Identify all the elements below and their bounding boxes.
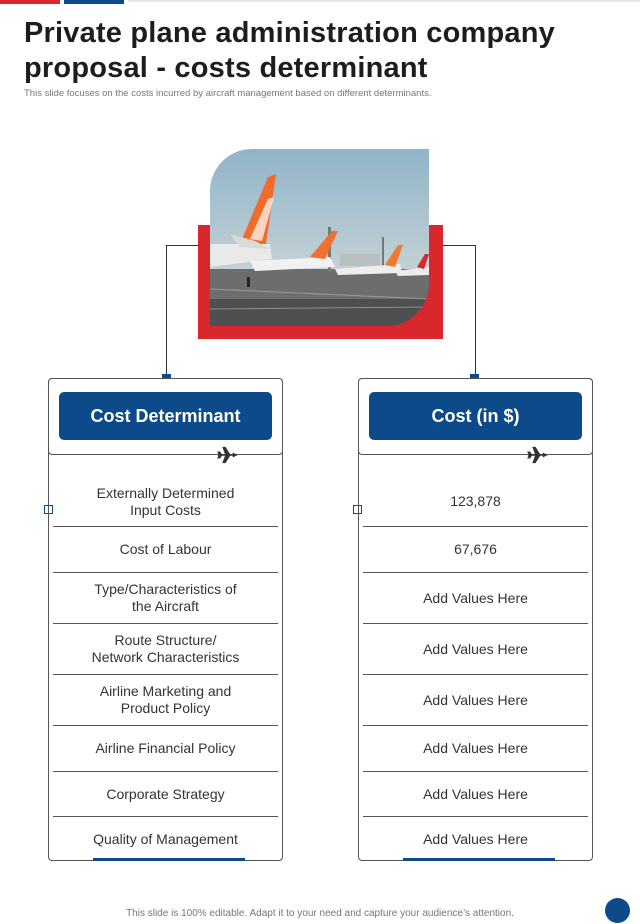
cost-value-row: 67,676 (363, 527, 588, 573)
cost-value-row: Add Values Here (363, 573, 588, 624)
determinant-row: Airline Marketing and Product Policy (53, 675, 278, 726)
cost-determinant-heading: Cost Determinant (59, 392, 272, 440)
corner-dot (605, 898, 630, 923)
panel-header-frame (358, 378, 593, 455)
top-accent-blue (64, 0, 124, 4)
determinant-row: Externally Determined Input Costs (53, 477, 278, 527)
cost-value-row: Add Values Here (363, 772, 588, 817)
footer-note: This slide is 100% editable. Adapt it to your need and capture your audience’s attention. (126, 908, 514, 919)
connector-left-down (166, 245, 167, 377)
determinant-row: Route Structure/ Network Characteristics (53, 624, 278, 675)
connector-left-top (166, 245, 199, 246)
panel-foot-accent (403, 858, 555, 861)
cost-value-row: Add Values Here (363, 675, 588, 726)
determinant-row: Airline Financial Policy (53, 726, 278, 772)
determinant-row: Cost of Labour (53, 527, 278, 573)
airplane-icon (526, 444, 548, 466)
page-subtitle: This slide focuses on the costs incurred by aircraft management based on different determinants. (24, 88, 432, 99)
cost-heading: Cost (in $) (369, 392, 582, 440)
cost-determinant-list (53, 477, 278, 862)
top-accent-red (0, 0, 60, 4)
determinant-row: Type/Characteristics of the Aircraft (53, 573, 278, 624)
connector-right-top (443, 245, 475, 246)
determinant-row: Corporate Strategy (53, 772, 278, 817)
airport-planes-photo (210, 149, 429, 326)
panel-header-frame (48, 378, 283, 455)
cost-values-panel (358, 378, 593, 861)
connector-right-down (475, 245, 476, 377)
cost-value-row: Add Values Here (363, 624, 588, 675)
cost-determinant-panel (48, 378, 283, 861)
top-accent-line (128, 0, 640, 2)
cost-values-list (363, 477, 588, 862)
determinant-row: Quality of Management (93, 831, 238, 847)
panel-foot-accent (93, 858, 245, 861)
cost-value-row: Add Values Here (423, 831, 528, 847)
cost-value-row: 123,878 (363, 477, 588, 527)
cost-value-row: Add Values Here (363, 726, 588, 772)
page-title: Private plane administration company proposal - costs determinant (24, 17, 555, 84)
airplane-icon (216, 444, 238, 466)
